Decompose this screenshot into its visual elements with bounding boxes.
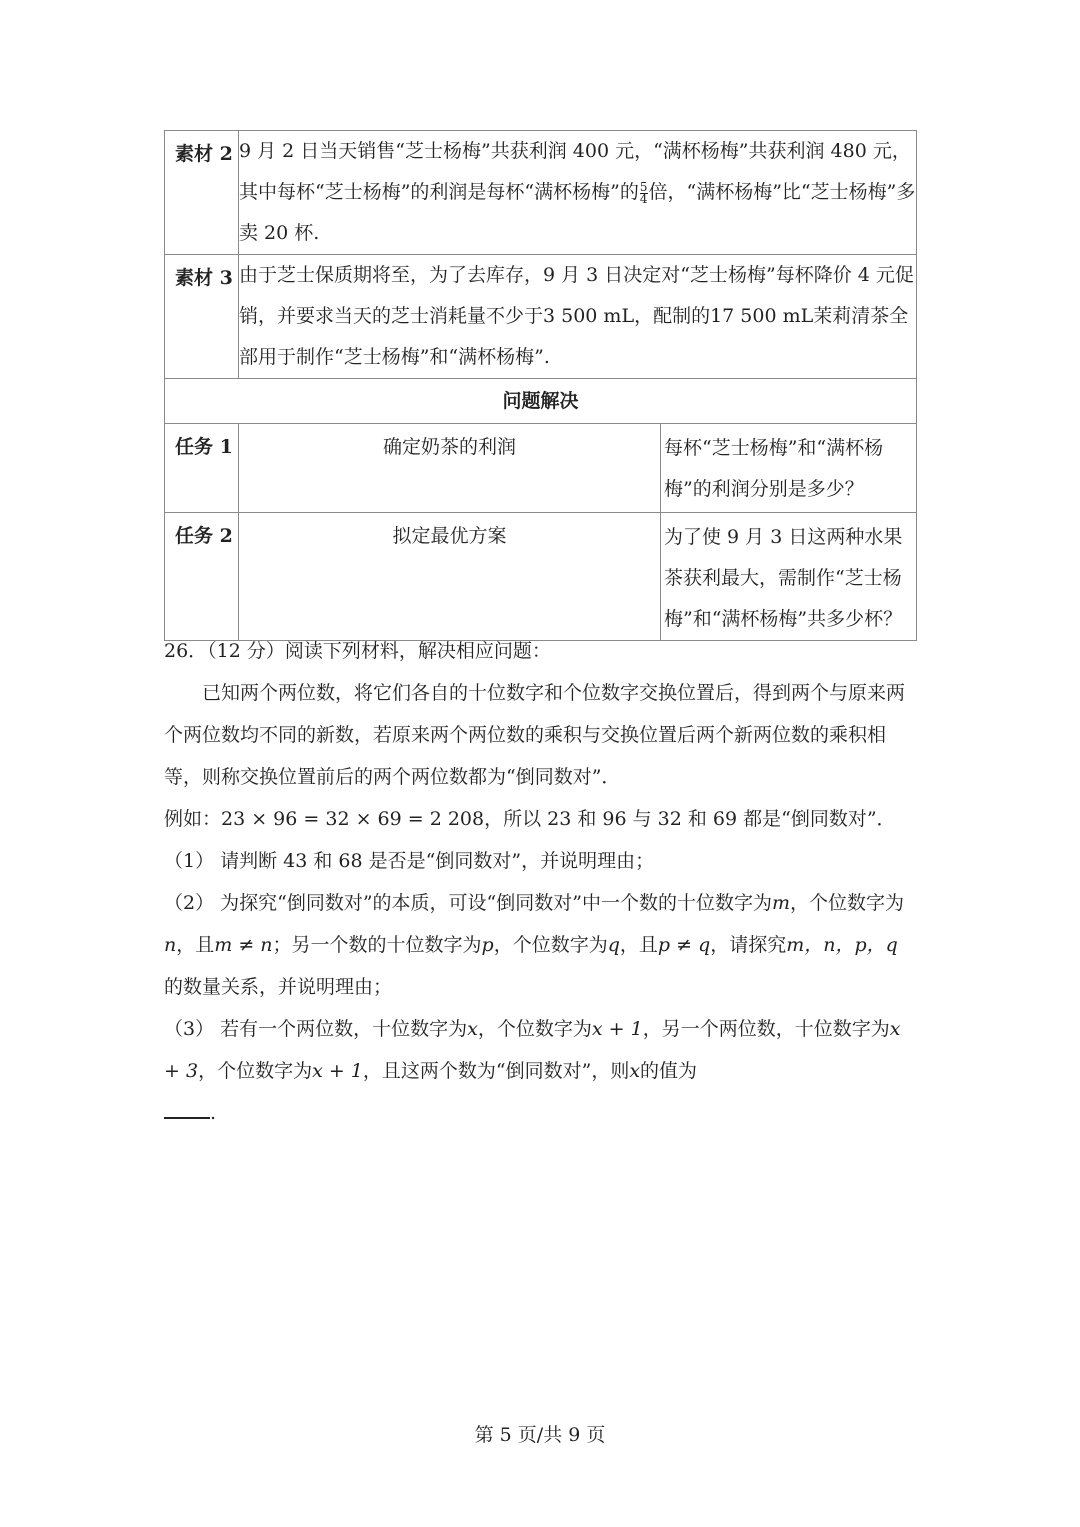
part-3-text: （3） 若有一个两位数，十位数字为 — [164, 1018, 468, 1040]
material-2-text-a: 9 月 2 日当天销售“芝士杨梅”共获利润 400 元，“满杯杨梅”共获利润 480 元，其中每杯“芝士杨梅”的利润是每杯“满杯杨梅”的 — [239, 140, 911, 203]
material-2-text — [239, 131, 917, 255]
math-m-neq-n: m ≠ n — [214, 934, 273, 956]
math-vars-list: m，n，p，q — [786, 934, 898, 956]
task-2-question: 为了使 9 月 3 日这两种水果茶获利最大，需制作“芝士杨梅”和“满杯杨梅”共多少杯？ — [661, 513, 917, 641]
var-q: q — [607, 934, 620, 956]
question-26-part-3 — [164, 1008, 916, 1134]
var-m: m — [771, 892, 791, 914]
part-3-text: ，个位数字为 — [198, 1060, 313, 1082]
task-1-question: 每杯“芝士杨梅”和“满杯杨梅”的利润分别是多少？ — [661, 424, 917, 513]
material-3-text: 由于芝士保质期将至，为了去库存，9 月 3 日决定对“芝士杨梅”每杯降价 4 元促销，并要求当天的芝士消耗量不少于3 500 mL，配制的17 500 mL茉莉清茶全部用于制作“芝士杨梅”和“满杯杨梅”. — [239, 255, 917, 379]
part-3-text: 的值为 — [640, 1060, 698, 1082]
material-3-label: 素材 3 — [165, 255, 239, 379]
task-1-row — [165, 424, 917, 513]
math-x-plus-3: x + 3 — [164, 1018, 901, 1082]
task-1-name: 确定奶茶的利润 — [239, 424, 661, 513]
part-2-text: ；另一个数的十位数字为 — [272, 934, 482, 956]
section-heading-row — [165, 379, 917, 424]
material-2-text-b: 倍，“满杯杨梅”比“芝士杨梅”多卖 20 杯. — [239, 181, 916, 244]
part-3-text: ，个位数字为 — [477, 1018, 592, 1040]
fraction-numerator: 5 — [639, 179, 648, 194]
part-3-end: . — [210, 1102, 217, 1124]
part-2-text: ，且 — [176, 934, 215, 956]
part-2-text: ，请探究 — [710, 934, 787, 956]
math-x-plus-1: x + 1 — [591, 1018, 643, 1040]
question-26-intro: 已知两个两位数，将它们各自的十位数字和个位数字交换位置后，得到两个与原来两个两位数均不同的新数，若原来两个两位数的乘积与交换位置后两个新两位数的乘积相等，则称交换位置前后的两个两位数都为“倒同数对”． — [164, 682, 906, 788]
part-3-text: ，且这两个数为“倒同数对”，则 — [362, 1060, 630, 1082]
task-2-row — [165, 513, 917, 641]
task-2-name: 拟定最优方案 — [239, 513, 661, 641]
material-2-row — [165, 131, 917, 255]
fraction-five-fourths — [639, 179, 648, 206]
part-2-text: （2） 为探究“倒同数对”的本质，可设“倒同数对”中一个数的十位数字为 — [164, 892, 772, 914]
materials-table — [164, 130, 917, 641]
question-26-example: 例如：23 × 96 = 32 × 69 = 2 208，所以 23 和 96 与 32 和 69 都是“倒同数对”． — [164, 808, 896, 830]
math-p-neq-q: p ≠ q — [657, 934, 711, 956]
question-26-header: 26．（12 分）阅读下列材料，解决相应问题： — [164, 640, 551, 662]
question-26-part-2 — [164, 882, 916, 1008]
var-x: x — [629, 1060, 641, 1082]
task-1-label: 任务 1 — [165, 424, 239, 513]
section-heading: 问题解决 — [165, 379, 917, 424]
page-footer: 第 5 页/共 9 页 — [474, 1424, 606, 1446]
part-2-text: 的数量关系，并说明理由； — [164, 976, 393, 998]
part-2-text: ，且 — [619, 934, 658, 956]
var-p: p — [481, 934, 494, 956]
question-26 — [164, 630, 916, 1134]
var-x: x — [467, 1018, 478, 1040]
part-2-text: ，个位数字为 — [790, 892, 905, 914]
part-3-text: ，另一个两位数，十位数字为 — [642, 1018, 890, 1040]
math-x-plus-1: x + 1 — [312, 1060, 363, 1082]
fraction-denominator: 4 — [639, 191, 648, 206]
task-2-label: 任务 2 — [165, 513, 239, 641]
material-3-row — [165, 255, 917, 379]
answer-blank[interactable] — [164, 1099, 210, 1119]
var-n: n — [164, 934, 177, 956]
part-2-text: ，个位数字为 — [493, 934, 608, 956]
material-2-label: 素材 2 — [165, 131, 239, 255]
question-26-part-1: （1） 请判断 43 和 68 是否是“倒同数对”，并说明理由； — [164, 850, 655, 872]
